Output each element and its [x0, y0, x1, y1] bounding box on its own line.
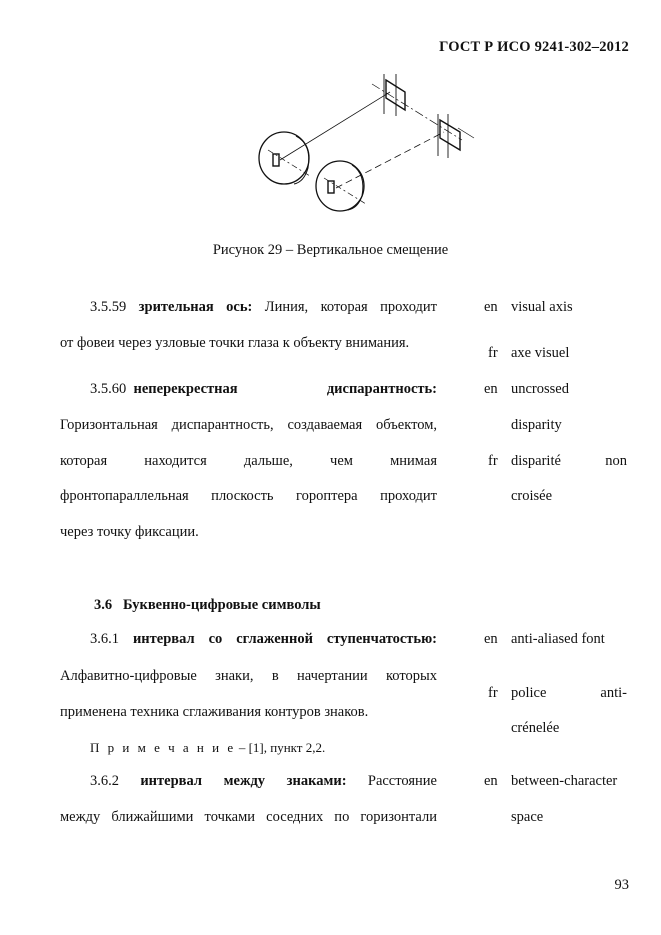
lower-target-square — [440, 120, 460, 150]
english-equivalent-line-2: space — [511, 809, 544, 825]
lang-label-en: en — [484, 381, 498, 397]
term-word-2: диспарантность: — [326, 381, 437, 397]
term-word-1: неперекрестная — [133, 381, 238, 397]
english-equivalent-line-1: uncrossed — [511, 381, 569, 397]
fr-word-2: non — [605, 453, 627, 469]
definition-part: Линия, которая проходит — [264, 299, 438, 315]
upper-sight-line — [280, 92, 390, 160]
lang-label-en: en — [484, 773, 498, 789]
lang-label-fr: fr — [488, 345, 498, 361]
fr-word-1: disparité — [511, 453, 561, 469]
entry-3-6-2-line-1 — [60, 773, 437, 790]
term: интервал со сглаженной ступенчатостью: — [132, 631, 438, 647]
entry-3-5-60-line-3: которая находится дальше, чем мнимая — [60, 453, 437, 469]
lang-label-fr: fr — [488, 685, 498, 701]
section-number: 3.6 — [94, 597, 113, 613]
figure-29-vertical-offset-diagram — [250, 70, 480, 230]
page-number: 93 — [614, 877, 629, 893]
left-eye-retina-marker — [273, 154, 279, 166]
entry-3-5-60-line-1 — [60, 381, 437, 398]
term: интервал между знаками: — [140, 773, 347, 789]
french-equivalent: axe visuel — [511, 345, 570, 361]
lang-label-fr: fr — [488, 453, 498, 469]
entry-number: 3.5.59 — [90, 299, 127, 315]
term: зрительная ось: — [138, 299, 253, 315]
note-text: – [1], пункт 2,2. — [235, 740, 326, 755]
figure-caption: Рисунок 29 – Вертикальное смещение — [212, 242, 449, 258]
lang-label-en: en — [484, 631, 498, 647]
definition-part: Расстояние — [367, 773, 437, 789]
entry-3-6-1-line-2: Алфавитно-цифровые знаки, в начертании которых — [60, 668, 437, 684]
entry-3-5-59-line-1 — [60, 299, 437, 316]
document-header: ГОСТ Р ИСО 9241-302–2012 — [439, 39, 629, 55]
note — [90, 740, 325, 756]
note-label: П р и м е ч а н и е — [90, 740, 236, 755]
fr-word-2: anti- — [600, 685, 627, 701]
french-equivalent-line-1 — [511, 685, 627, 702]
entry-3-6-1-line-1 — [60, 631, 437, 648]
right-eye-retina-marker — [328, 181, 334, 193]
entry-3-5-60-line-5: через точку фиксации. — [60, 524, 199, 540]
french-equivalent-line-2: croisée — [511, 488, 553, 504]
entry-number: 3.6.1 — [90, 631, 119, 647]
english-equivalent-line-2: disparity — [511, 417, 562, 433]
lower-sight-line — [336, 132, 444, 188]
english-equivalent-line-1: between-character — [511, 773, 618, 789]
section-heading — [94, 597, 321, 614]
upper-target-square — [386, 80, 405, 110]
section-title: Буквенно-цифровые символы — [123, 597, 321, 613]
english-equivalent: visual axis — [511, 299, 573, 315]
fr-word-1: police — [511, 685, 547, 701]
french-equivalent-line-1 — [511, 453, 627, 470]
entry-number: 3.5.60 — [90, 381, 127, 397]
entry-3-6-2-line-2: между ближайшими точками соседних по горизонтали — [60, 809, 437, 825]
entry-3-5-60-line-2: Горизонтальная диспарантность, создаваемая объектом, — [60, 417, 437, 433]
lang-label-en: en — [484, 299, 498, 315]
entry-3-5-59-line-2: от фовеи через узловые точки глаза к объекту внимания. — [60, 335, 410, 351]
entry-3-6-1-line-3: применена техника сглаживания контуров знаков. — [60, 704, 369, 720]
french-equivalent-line-2: crénelée — [511, 720, 560, 736]
english-equivalent: anti-aliased font — [511, 631, 605, 647]
entry-3-5-60-line-4: фронтопараллельная плоскость гороптера проходит — [60, 488, 437, 504]
entry-number: 3.6.2 — [90, 773, 119, 789]
